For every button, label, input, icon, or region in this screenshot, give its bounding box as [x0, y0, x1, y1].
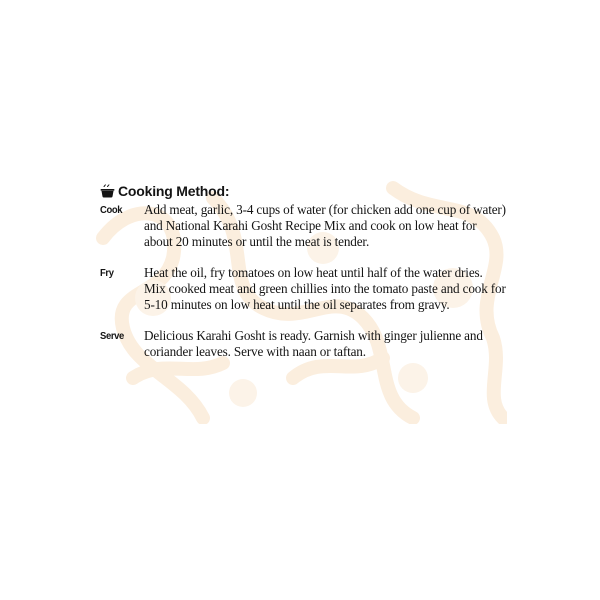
steps-list: [100, 202, 506, 360]
step-label: Cook: [100, 204, 123, 216]
step-cook: [100, 202, 506, 250]
cooking-pot-icon: [100, 184, 115, 198]
step-label: Fry: [100, 267, 114, 279]
step-text: Add meat, garlic, 3-4 cups of water (for chicken add one cup of water) and National Karahi Gosht Recipe Mix and cook on low heat for about 20 minutes or until the meat is tender.: [144, 202, 506, 249]
step-label: Serve: [100, 330, 124, 342]
step-fry: [100, 265, 506, 313]
section-heading-text: Cooking Method:: [118, 183, 230, 199]
cooking-method-section: [100, 182, 506, 375]
step-text: Heat the oil, fry tomatoes on low heat until half of the water dries. Mix cooked meat and green chillies into the tomato paste and cook for 5-10 minutes on low heat until the oil separates from gravy.: [144, 265, 506, 312]
step-text: Delicious Karahi Gosht is ready. Garnish with ginger julienne and coriander leaves. Serve with naan or taftan.: [144, 328, 483, 359]
step-serve: [100, 328, 506, 360]
section-heading: [100, 182, 506, 200]
